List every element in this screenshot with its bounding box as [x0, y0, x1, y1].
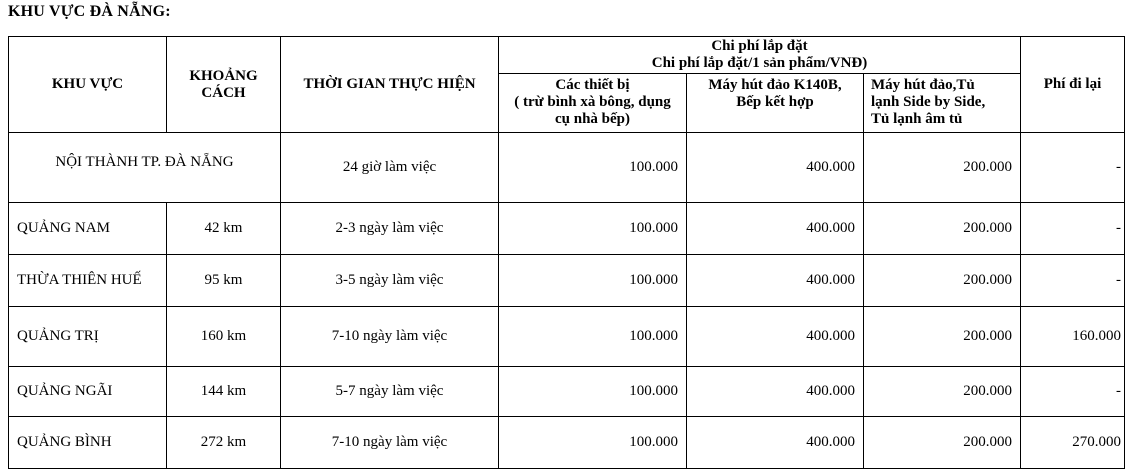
- header-travel: Phí đi lại: [1021, 37, 1125, 133]
- subheader-hood-line1: Máy hút đảo K140B,: [708, 77, 842, 93]
- page-title: KHU VỰC ĐÀ NẴNG:: [8, 3, 171, 20]
- subheader-island-line1: Máy hút đảo,Tủ: [871, 77, 975, 93]
- cell-time: 7-10 ngày làm việc: [281, 417, 499, 469]
- cell-area: QUẢNG TRỊ: [9, 307, 167, 367]
- cell-island-fee: 200.000: [864, 133, 1021, 203]
- table-row: [9, 367, 1125, 417]
- subheader-devices-line2: ( trừ bình xà bông, dụng: [514, 94, 671, 110]
- header-cost-line1: Chi phí lắp đặt: [711, 38, 808, 54]
- cell-island-fee: 200.000: [864, 417, 1021, 469]
- cell-time: 7-10 ngày làm việc: [281, 307, 499, 367]
- cell-devices-fee: 100.000: [499, 307, 687, 367]
- header-time: THỜI GIAN THỰC HIỆN: [281, 37, 499, 133]
- cell-distance: 95 km: [167, 255, 281, 307]
- cell-travel-fee: 270.000: [1021, 417, 1125, 469]
- cell-devices-fee: 100.000: [499, 367, 687, 417]
- cell-hood-fee: 400.000: [687, 367, 864, 417]
- table-row: [9, 307, 1125, 367]
- subheader-hood: [687, 74, 864, 133]
- subheader-island-line3: Tủ lạnh âm tủ: [871, 111, 963, 127]
- header-row: [9, 37, 1125, 74]
- cell-devices-fee: 100.000: [499, 133, 687, 203]
- subheader-island-line2: lạnh Side by Side,: [871, 94, 986, 110]
- cell-island-fee: 200.000: [864, 367, 1021, 417]
- cell-travel-fee: -: [1021, 367, 1125, 417]
- cell-travel-fee: -: [1021, 255, 1125, 307]
- subheader-devices-line3: cụ nhà bếp): [554, 111, 631, 127]
- cell-island-fee: 200.000: [864, 307, 1021, 367]
- subheader-devices-line1: Các thiết bị: [555, 77, 630, 93]
- cell-area: QUẢNG NGÃI: [9, 367, 167, 417]
- cell-time: 2-3 ngày làm việc: [281, 203, 499, 255]
- header-distance-line1: KHOẢNG: [189, 67, 258, 84]
- cell-area: QUẢNG BÌNH: [9, 417, 167, 469]
- header-cost: [499, 37, 1021, 74]
- cell-travel-fee: -: [1021, 133, 1125, 203]
- cell-time: 5-7 ngày làm việc: [281, 367, 499, 417]
- cell-travel-fee: -: [1021, 203, 1125, 255]
- cell-hood-fee: 400.000: [687, 307, 864, 367]
- cell-devices-fee: 100.000: [499, 203, 687, 255]
- table-row: [9, 133, 1125, 203]
- cell-distance: 144 km: [167, 367, 281, 417]
- cell-distance: 272 km: [167, 417, 281, 469]
- cell-hood-fee: 400.000: [687, 203, 864, 255]
- subheader-devices: [499, 74, 687, 133]
- subheader-island: [864, 74, 1021, 133]
- cell-distance: 160 km: [167, 307, 281, 367]
- cell-area: NỘI THÀNH TP. ĐÀ NẴNG: [9, 133, 281, 203]
- table-row: [9, 417, 1125, 469]
- table-row: [9, 203, 1125, 255]
- header-cost-line2: Chi phí lắp đặt/1 sản phẩm/VNĐ): [651, 55, 868, 71]
- cell-devices-fee: 100.000: [499, 255, 687, 307]
- cell-hood-fee: 400.000: [687, 417, 864, 469]
- cell-hood-fee: 400.000: [687, 133, 864, 203]
- cell-devices-fee: 100.000: [499, 417, 687, 469]
- cell-area: THỪA THIÊN HUẾ: [9, 255, 167, 307]
- cell-distance: 42 km: [167, 203, 281, 255]
- cell-hood-fee: 400.000: [687, 255, 864, 307]
- cell-island-fee: 200.000: [864, 203, 1021, 255]
- header-area: KHU VỰC: [9, 37, 167, 133]
- cell-time: 3-5 ngày làm việc: [281, 255, 499, 307]
- header-distance-line2: CÁCH: [201, 84, 246, 101]
- header-distance: [167, 37, 281, 133]
- cell-area: QUẢNG NAM: [9, 203, 167, 255]
- table-row: [9, 255, 1125, 307]
- cell-time: 24 giờ làm việc: [281, 133, 499, 203]
- installation-fee-table: [8, 36, 1125, 469]
- cell-island-fee: 200.000: [864, 255, 1021, 307]
- subheader-hood-line2: Bếp kết hợp: [736, 94, 814, 110]
- cell-travel-fee: 160.000: [1021, 307, 1125, 367]
